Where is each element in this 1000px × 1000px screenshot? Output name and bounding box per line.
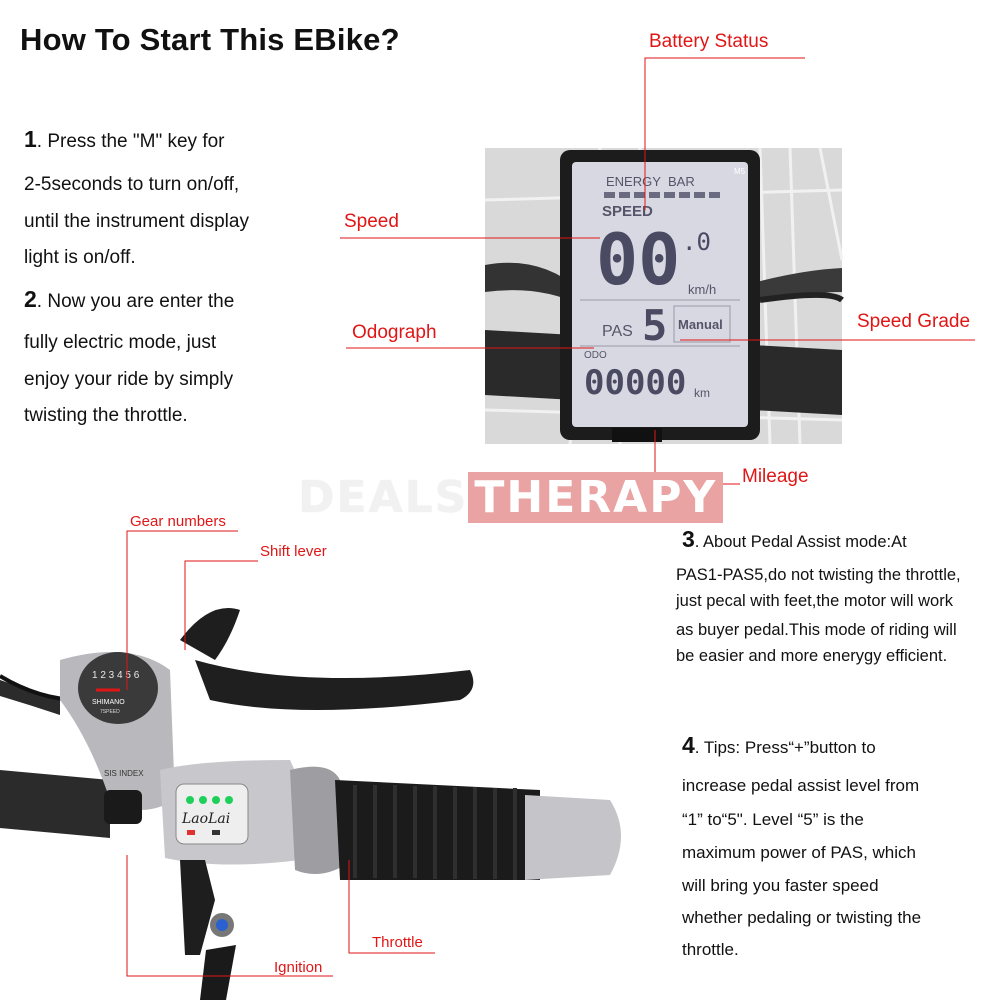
speed-value: 00 — [596, 219, 681, 301]
speed-label: SPEED — [602, 203, 653, 220]
step-2-line-4: twisting the throttle. — [24, 405, 188, 426]
pas-label: PAS — [602, 323, 633, 340]
step-2-line-2: fully electric mode, just — [24, 332, 217, 353]
battery-bar-segment — [604, 192, 615, 198]
tip-4-line-7: throttle. — [682, 940, 739, 959]
page-title: How To Start This EBike? — [20, 22, 400, 57]
tip-4-line-5: will bring you faster speed — [682, 876, 879, 895]
tip-3-line-2: PAS1-PAS5,do not twisting the throttle, — [676, 566, 961, 584]
speed-decimal: .0 — [682, 228, 711, 256]
step-1-line-4: light is on/off. — [24, 247, 136, 268]
watermark — [298, 472, 723, 523]
tip-3-line-3: just pecal with feet,the motor will work — [676, 592, 953, 610]
battery-bar-segment — [679, 192, 690, 198]
callout-battery-status: Battery Status — [649, 31, 769, 52]
gear-scale: 1 2 3 4 5 6 — [92, 670, 140, 681]
callout-speed: Speed — [344, 211, 399, 232]
callout-mileage: Mileage — [742, 466, 809, 487]
mode-label: Manual — [678, 317, 723, 332]
bar-label: BAR — [668, 174, 695, 189]
step-1-line-2: 2-5seconds to turn on/off, — [24, 174, 240, 195]
callout-gear-numbers: Gear numbers — [130, 513, 226, 530]
tip-3-line-4: as buyer pedal.This mode of riding will — [676, 621, 957, 639]
battery-bar-segment — [664, 192, 675, 198]
pas-value: 5 — [642, 301, 668, 350]
watermark-deals: DEALS — [298, 472, 469, 523]
tip-3-line-5: be easier and more enerygy efficient. — [676, 647, 948, 665]
odo-value: 00000 — [584, 363, 687, 403]
lcd-display — [560, 150, 760, 442]
handlebar-photo — [0, 608, 621, 1000]
step-1-line-1: 1. Press the "M" key for — [24, 126, 225, 152]
callout-shift-lever: Shift lever — [260, 543, 327, 560]
tip-4-line-2: increase pedal assist level from — [682, 776, 920, 795]
shimano-brand: SHIMANO — [92, 699, 125, 706]
odo-unit: km — [694, 386, 710, 400]
battery-bar-segment — [619, 192, 630, 198]
throttle-brand: LaoLai — [182, 811, 231, 827]
tip-4-line-4: maximum power of PAS, which — [682, 843, 916, 862]
callout-throttle: Throttle — [372, 934, 423, 951]
gear-count: 7SPEED — [100, 709, 120, 715]
callout-ignition: Ignition — [274, 959, 323, 976]
step-2-line-3: enjoy your ride by simply — [24, 369, 234, 390]
battery-bar-segment — [709, 192, 720, 198]
tip-4-line-6: whether pedaling or twisting the — [682, 908, 922, 927]
tip-4-line-1: 4. Tips: Press“+”button to — [682, 732, 876, 758]
energy-label: ENERGY — [606, 174, 661, 189]
battery-bar-segment — [694, 192, 705, 198]
sis-badge: SIS INDEX — [104, 769, 144, 778]
callout-odograph: Odograph — [352, 322, 437, 343]
battery-bar-segment — [649, 192, 660, 198]
watermark-therapy: THERAPY — [468, 472, 723, 523]
battery-bar-segment — [634, 192, 645, 198]
tip-4-line-3: “1” to“5". Level “5” is the — [682, 810, 864, 829]
step-1-line-3: until the instrument display — [24, 211, 249, 232]
display-model-label: M5 — [734, 167, 746, 176]
step-2-line-1: 2. Now you are enter the — [24, 286, 235, 312]
speed-unit: km/h — [688, 282, 717, 297]
callout-speed-grade: Speed Grade — [857, 311, 971, 332]
tip-3-line-1: 3. About Pedal Assist mode:At — [682, 526, 907, 552]
odo-label: ODO — [584, 350, 607, 361]
